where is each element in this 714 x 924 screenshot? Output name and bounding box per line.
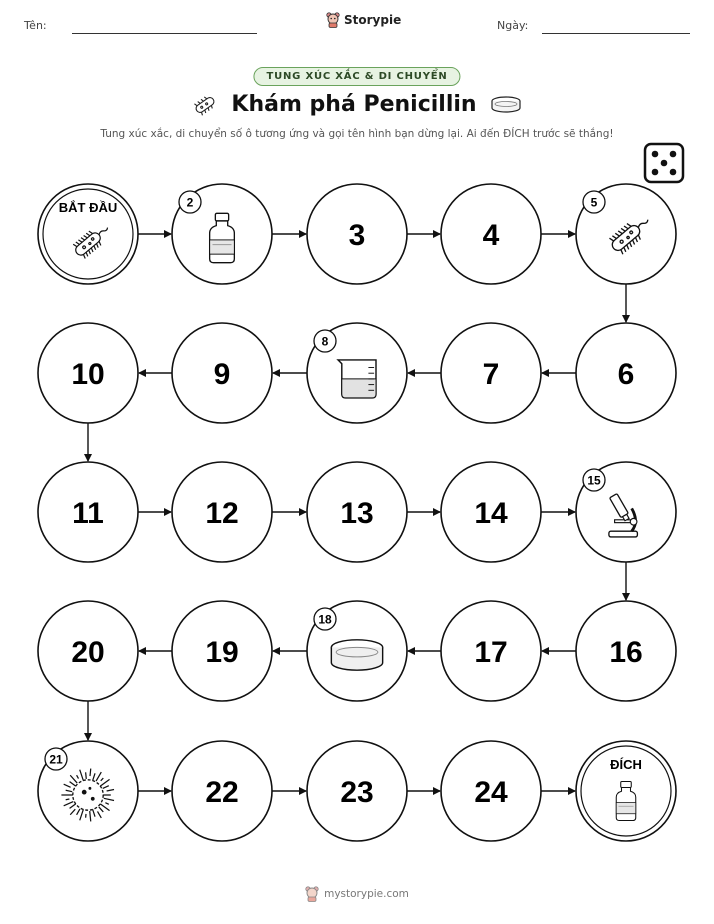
board-cell	[441, 741, 541, 841]
beaker-icon	[338, 360, 376, 398]
brand-name: Storypie	[344, 13, 402, 27]
board-cell	[441, 184, 541, 284]
cell-number: 19	[205, 636, 239, 669]
footer	[0, 886, 714, 902]
cell-number: 14	[474, 497, 508, 530]
board-cell	[441, 462, 541, 562]
cell-number: 12	[205, 497, 239, 530]
board-cell	[307, 462, 407, 562]
cell-number: 16	[609, 636, 643, 669]
cell-number: 11	[72, 497, 104, 530]
board-cell	[172, 323, 272, 423]
page-title: Khám phá Penicillin	[231, 92, 477, 117]
finish-label: ĐÍCH	[610, 757, 642, 772]
board-cell	[172, 601, 272, 701]
date-label: Ngày:	[497, 19, 529, 32]
cell-number: 23	[340, 776, 374, 809]
cell-number: 22	[205, 776, 239, 809]
name-label: Tên:	[24, 19, 47, 32]
cell-number: 3	[348, 219, 366, 252]
cell-badge-number: 21	[49, 752, 63, 767]
cell-number: 20	[71, 636, 105, 669]
instructions: Tung xúc xắc, di chuyển số ô tương ứng và gọi tên hình bạn dừng lại. Ai đến ĐÍCH trước sẽ thắng!	[100, 128, 614, 140]
board-cell	[307, 741, 407, 841]
storypie-logo-icon	[305, 886, 319, 902]
cell-number: 4	[482, 219, 500, 252]
footer-site: mystorypie.com	[324, 888, 409, 900]
cell-number: 13	[340, 497, 374, 530]
board-cell	[441, 323, 541, 423]
cell-badge-number: 15	[587, 473, 601, 488]
cell-number: 6	[617, 358, 635, 391]
petri-dish-icon	[331, 640, 382, 670]
start-label: BẮT ĐẦU	[58, 200, 118, 215]
activity-badge: TUNG XÚC XẮC & DI CHUYỂN	[253, 67, 460, 86]
cell-number: 10	[71, 358, 105, 391]
board-cell	[172, 741, 272, 841]
cell-badge-number: 2	[186, 195, 194, 210]
board-cell	[307, 184, 407, 284]
board-cell	[38, 462, 138, 562]
cell-number: 9	[213, 358, 231, 391]
cell-number: 24	[474, 776, 508, 809]
cell-number: 7	[482, 358, 500, 391]
cell-badge-number: 18	[318, 612, 332, 627]
cell-badge-number: 5	[590, 195, 598, 210]
board-cell	[38, 323, 138, 423]
board-cell	[441, 601, 541, 701]
board-cell	[576, 601, 676, 701]
board-cell	[38, 601, 138, 701]
cell-badge-number: 8	[321, 334, 329, 349]
board-cell	[172, 462, 272, 562]
board-cell	[576, 323, 676, 423]
cell-number: 17	[474, 636, 508, 669]
